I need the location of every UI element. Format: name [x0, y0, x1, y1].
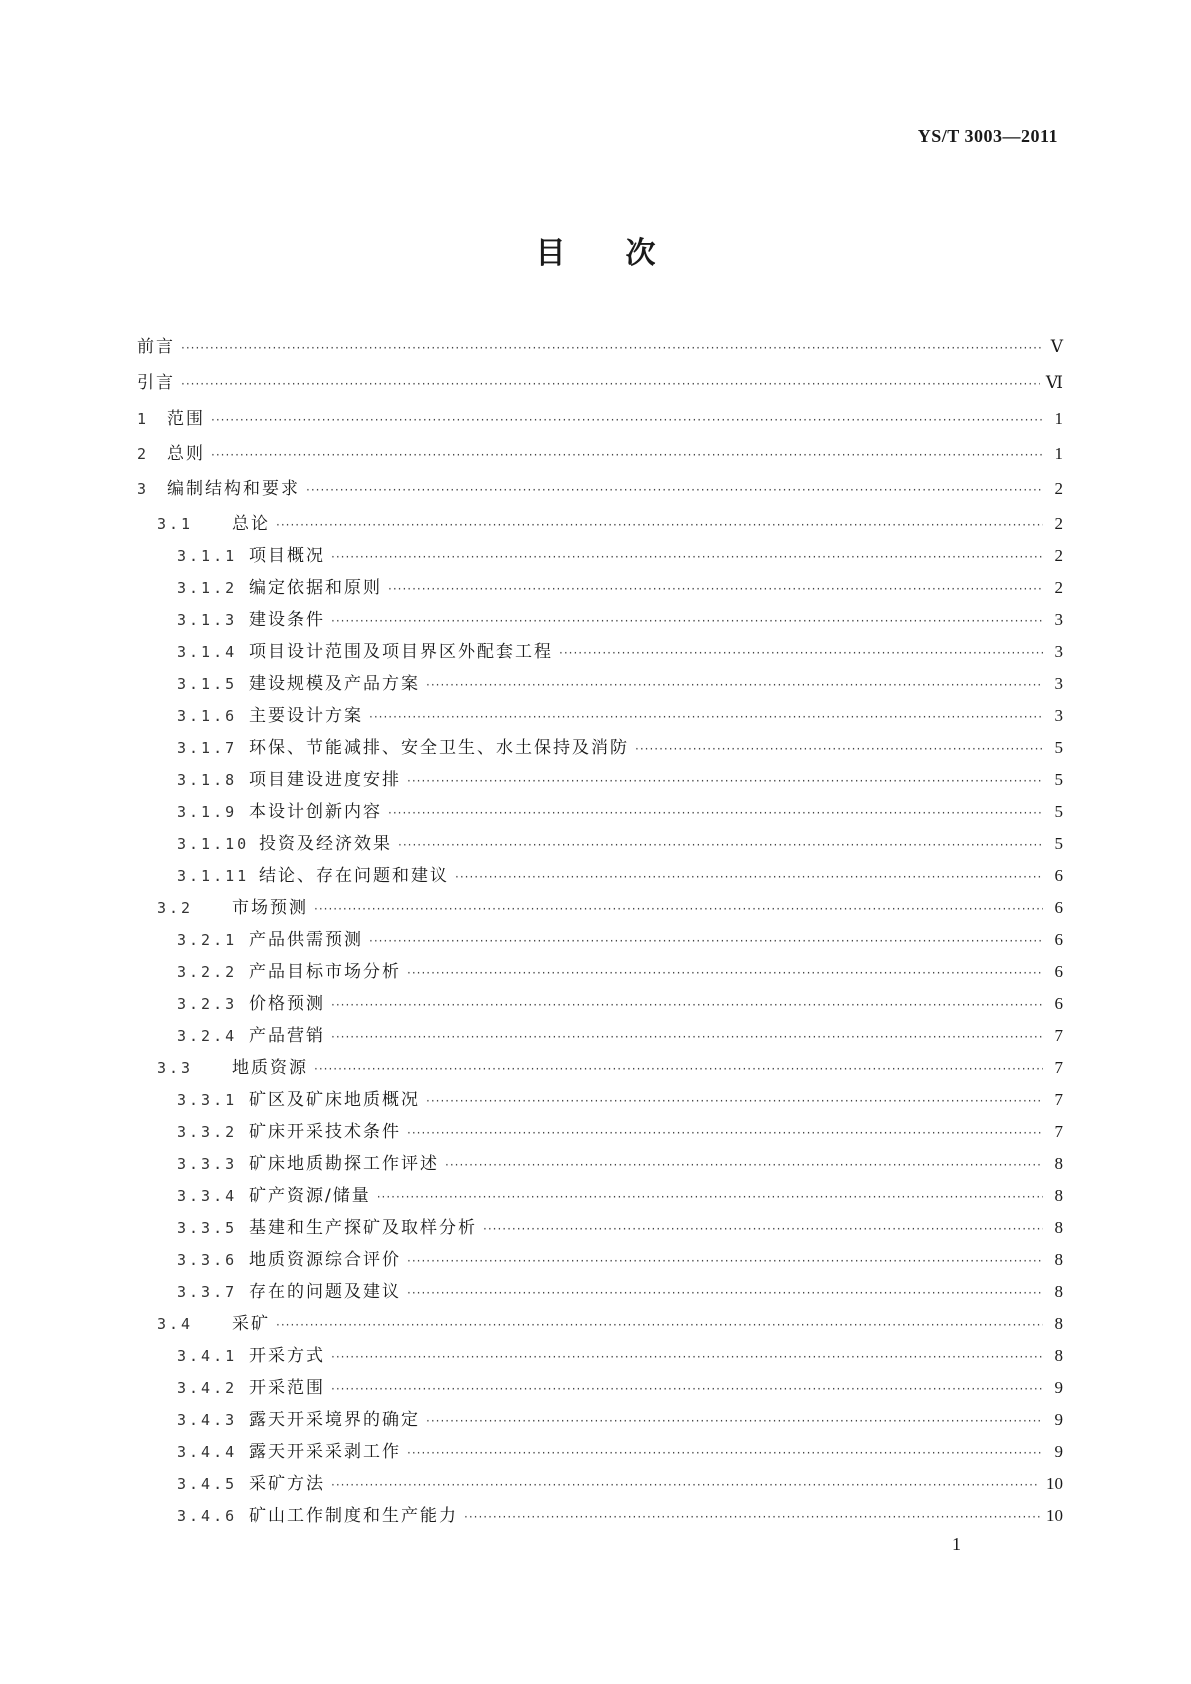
toc-entry-page: 8: [1054, 1314, 1063, 1333]
toc-entry-number: 3: [137, 480, 150, 498]
toc-entry-label: 矿产资源/储量: [249, 1186, 371, 1206]
toc-dot-leader: [559, 646, 1043, 660]
toc-entry[interactable]: [137, 1213, 1063, 1245]
toc-dot-leader: [407, 1446, 1043, 1460]
toc-entry[interactable]: [137, 1021, 1063, 1053]
toc-entry-number: 3.1.3: [177, 611, 238, 629]
toc-entry-number: 3.1.10: [177, 835, 250, 853]
toc-dot-leader: [181, 377, 1040, 391]
toc-entry[interactable]: [137, 925, 1063, 957]
toc-entry-number: 3.2.2: [177, 963, 238, 981]
toc-dot-leader: [331, 998, 1043, 1012]
toc-entry-label: 项目概况: [249, 546, 325, 566]
toc-entry-number: 3.3.1: [177, 1091, 238, 1109]
toc-entry-label: 投资及经济效果: [259, 834, 392, 854]
toc-entry-label: 露天开采境界的确定: [249, 1410, 420, 1430]
toc-dot-leader: [407, 1286, 1043, 1300]
toc-entry-label: 总论: [232, 514, 270, 534]
toc-entry-page: 6: [1054, 866, 1063, 885]
toc-entry-label: 项目建设进度安排: [249, 770, 401, 790]
toc-entry-number: 3.1.1: [177, 547, 238, 565]
toc-entry-page: 8: [1054, 1154, 1063, 1173]
toc-entry-number: 3.3: [157, 1059, 194, 1077]
toc-entry-page: 10: [1046, 1474, 1063, 1493]
toc-entry-page: 1: [1054, 409, 1063, 428]
toc-dot-leader: [426, 1094, 1043, 1108]
toc-entry-number: 3.3.7: [177, 1283, 238, 1301]
toc-entry-page: 5: [1054, 834, 1063, 853]
toc-entry[interactable]: [137, 1373, 1063, 1405]
toc-entry-page: 6: [1054, 962, 1063, 981]
toc-entry-label: 开采方式: [249, 1346, 325, 1366]
toc-entry-number: 2: [137, 445, 150, 463]
toc-entry[interactable]: [137, 669, 1063, 701]
toc-entry-number: 3.2.4: [177, 1027, 238, 1045]
toc-entry-page: 6: [1054, 898, 1063, 917]
toc-entry-number: 3.4.6: [177, 1507, 238, 1525]
toc-entry-page: 10: [1046, 1506, 1063, 1525]
toc-entry-label: 基建和生产探矿及取样分析: [249, 1218, 477, 1238]
toc-entry[interactable]: [137, 861, 1063, 893]
toc-entry[interactable]: [137, 474, 1063, 509]
toc-entry[interactable]: [137, 573, 1063, 605]
toc-dot-leader: [181, 341, 1043, 355]
toc-entry[interactable]: [137, 509, 1063, 541]
toc-entry[interactable]: [137, 1085, 1063, 1117]
toc-dot-leader: [314, 1062, 1043, 1076]
toc-entry[interactable]: [137, 1117, 1063, 1149]
toc-entry[interactable]: [137, 541, 1063, 573]
toc-entry-label: 产品目标市场分析: [249, 962, 401, 982]
toc-entry-label: 价格预测: [249, 994, 325, 1014]
toc-dot-leader: [445, 1158, 1043, 1172]
toc-entry[interactable]: [137, 1501, 1063, 1533]
toc-entry-page: 8: [1054, 1250, 1063, 1269]
toc-entry-number: 3.3.4: [177, 1187, 238, 1205]
toc-entry-number: 3.1.9: [177, 803, 238, 821]
toc-entry-page: 5: [1054, 802, 1063, 821]
toc-dot-leader: [377, 1190, 1043, 1204]
toc-dot-leader: [331, 1350, 1043, 1364]
toc-dot-leader: [426, 678, 1043, 692]
toc-dot-leader: [369, 710, 1043, 724]
toc-dot-leader: [398, 838, 1043, 852]
toc-dot-leader: [407, 1254, 1043, 1268]
toc-entry-page: 3: [1054, 674, 1063, 693]
toc-entry-page: 8: [1054, 1346, 1063, 1365]
toc-entry-label: 地质资源: [232, 1058, 308, 1078]
toc-entry-label: 矿山工作制度和生产能力: [249, 1506, 458, 1526]
toc-entry[interactable]: [137, 893, 1063, 925]
toc-dot-leader: [331, 1478, 1040, 1492]
toc-dot-leader: [306, 483, 1043, 497]
table-of-contents: [137, 332, 1063, 1533]
toc-entry-label: 采矿方法: [249, 1474, 325, 1494]
toc-dot-leader: [211, 413, 1043, 427]
toc-entry[interactable]: [137, 1341, 1063, 1373]
toc-entry-page: 6: [1054, 994, 1063, 1013]
toc-entry-page: 7: [1054, 1090, 1063, 1109]
toc-entry-label: 本设计创新内容: [249, 802, 382, 822]
toc-entry[interactable]: [137, 1469, 1063, 1501]
toc-entry-number: 3.3.2: [177, 1123, 238, 1141]
toc-entry[interactable]: [137, 605, 1063, 637]
toc-entry-page: 8: [1054, 1218, 1063, 1237]
toc-dot-leader: [314, 902, 1043, 916]
toc-entry-page: 2: [1054, 578, 1063, 597]
toc-dot-leader: [331, 550, 1043, 564]
toc-dot-leader: [464, 1510, 1040, 1524]
toc-entry[interactable]: [137, 637, 1063, 669]
toc-entry-page: 7: [1054, 1122, 1063, 1141]
toc-entry-number: 3.1.2: [177, 579, 238, 597]
toc-entry-number: 3.1: [157, 515, 194, 533]
toc-entry-label: 采矿: [232, 1314, 270, 1334]
toc-entry[interactable]: [137, 404, 1063, 439]
toc-entry-page: 3: [1054, 642, 1063, 661]
toc-dot-leader: [331, 1382, 1043, 1396]
toc-entry-label: 编制结构和要求: [167, 479, 300, 499]
toc-entry-label: 总则: [167, 444, 205, 464]
toc-dot-leader: [426, 1414, 1043, 1428]
toc-entry-label: 项目设计范围及项目界区外配套工程: [249, 642, 553, 662]
toc-entry[interactable]: [137, 829, 1063, 861]
toc-entry-label: 引言: [137, 373, 175, 393]
toc-entry-number: 3.1.8: [177, 771, 238, 789]
toc-entry-label: 矿床开采技术条件: [249, 1122, 401, 1142]
toc-dot-leader: [276, 518, 1043, 532]
toc-entry[interactable]: [137, 701, 1063, 733]
toc-entry-number: 3.3.3: [177, 1155, 238, 1173]
toc-entry-label: 露天开采采剥工作: [249, 1442, 401, 1462]
toc-entry-page: 8: [1054, 1282, 1063, 1301]
toc-dot-leader: [331, 1030, 1043, 1044]
toc-entry-number: 3.4: [157, 1315, 194, 1333]
toc-entry-number: 3.2: [157, 899, 194, 917]
toc-entry[interactable]: [137, 1245, 1063, 1277]
page-title: 目次: [535, 236, 716, 271]
toc-entry-number: 3.1.11: [177, 867, 250, 885]
toc-entry-number: 3.4.5: [177, 1475, 238, 1493]
toc-entry[interactable]: [137, 1309, 1063, 1341]
toc-entry-number: 3.3.6: [177, 1251, 238, 1269]
toc-entry[interactable]: [137, 1149, 1063, 1181]
toc-entry[interactable]: [137, 765, 1063, 797]
toc-entry-page: 9: [1054, 1378, 1063, 1397]
toc-entry-page: 2: [1054, 479, 1063, 498]
toc-entry-number: 3.4.4: [177, 1443, 238, 1461]
toc-entry-label: 结论、存在问题和建议: [259, 866, 449, 886]
toc-entry-page: 7: [1054, 1058, 1063, 1077]
toc-entry-page: 2: [1054, 514, 1063, 533]
toc-entry-page: 5: [1054, 770, 1063, 789]
toc-entry-label: 市场预测: [232, 898, 308, 918]
toc-entry-number: 3.1.5: [177, 675, 238, 693]
toc-entry-label: 开采范围: [249, 1378, 325, 1398]
toc-dot-leader: [331, 614, 1043, 628]
toc-entry-page: Ⅵ: [1045, 373, 1063, 392]
toc-entry-page: 6: [1054, 930, 1063, 949]
toc-entry-label: 主要设计方案: [249, 706, 363, 726]
toc-entry-page: 7: [1054, 1026, 1063, 1045]
toc-entry-label: 范围: [167, 409, 205, 429]
toc-entry-page: 2: [1054, 546, 1063, 565]
toc-dot-leader: [407, 1126, 1043, 1140]
toc-dot-leader: [369, 934, 1043, 948]
toc-entry[interactable]: [137, 1277, 1063, 1309]
toc-dot-leader: [388, 806, 1043, 820]
toc-entry-number: 1: [137, 410, 150, 428]
toc-dot-leader: [483, 1222, 1043, 1236]
standard-code: YS/T 3003—2011: [917, 126, 1058, 146]
toc-entry-page: 9: [1054, 1442, 1063, 1461]
toc-dot-leader: [276, 1318, 1043, 1332]
toc-entry-number: 3.4.2: [177, 1379, 238, 1397]
toc-dot-leader: [635, 742, 1043, 756]
toc-entry[interactable]: [137, 1053, 1063, 1085]
toc-entry[interactable]: [137, 368, 1063, 404]
toc-entry-number: 3.2.1: [177, 931, 238, 949]
toc-entry[interactable]: [137, 1437, 1063, 1469]
toc-dot-leader: [407, 774, 1043, 788]
toc-entry-number: 3.1.4: [177, 643, 238, 661]
toc-entry-page: 5: [1054, 738, 1063, 757]
toc-dot-leader: [407, 966, 1043, 980]
toc-entry-number: 3.3.5: [177, 1219, 238, 1237]
toc-entry-number: 3.4.1: [177, 1347, 238, 1365]
toc-entry-page: Ⅴ: [1050, 337, 1063, 356]
toc-entry-label: 前言: [137, 337, 175, 357]
toc-entry-label: 建设规模及产品方案: [249, 674, 420, 694]
page-number: 1: [952, 1534, 961, 1554]
toc-entry[interactable]: [137, 1405, 1063, 1437]
toc-entry-label: 矿区及矿床地质概况: [249, 1090, 420, 1110]
toc-dot-leader: [211, 448, 1043, 462]
toc-entry[interactable]: [137, 1181, 1063, 1213]
toc-entry-page: 8: [1054, 1186, 1063, 1205]
toc-entry-number: 3.1.6: [177, 707, 238, 725]
toc-entry-label: 存在的问题及建议: [249, 1282, 401, 1302]
toc-entry-label: 地质资源综合评价: [249, 1250, 401, 1270]
toc-dot-leader: [455, 870, 1043, 884]
toc-entry-label: 编定依据和原则: [249, 578, 382, 598]
toc-entry[interactable]: [137, 797, 1063, 829]
toc-entry-label: 矿床地质勘探工作评述: [249, 1154, 439, 1174]
toc-entry-number: 3.1.7: [177, 739, 238, 757]
toc-entry[interactable]: [137, 439, 1063, 474]
toc-entry-number: 3.2.3: [177, 995, 238, 1013]
toc-entry[interactable]: [137, 733, 1063, 765]
toc-dot-leader: [388, 582, 1043, 596]
toc-entry-page: 9: [1054, 1410, 1063, 1429]
toc-entry-label: 建设条件: [249, 610, 325, 630]
toc-entry-page: 1: [1054, 444, 1063, 463]
toc-entry-page: 3: [1054, 706, 1063, 725]
toc-entry[interactable]: [137, 332, 1063, 368]
toc-entry-label: 环保、节能减排、安全卫生、水土保持及消防: [249, 738, 629, 758]
toc-entry-label: 产品营销: [249, 1026, 325, 1046]
toc-entry-page: 3: [1054, 610, 1063, 629]
toc-entry[interactable]: [137, 957, 1063, 989]
toc-entry-label: 产品供需预测: [249, 930, 363, 950]
toc-entry-number: 3.4.3: [177, 1411, 238, 1429]
toc-entry[interactable]: [137, 989, 1063, 1021]
